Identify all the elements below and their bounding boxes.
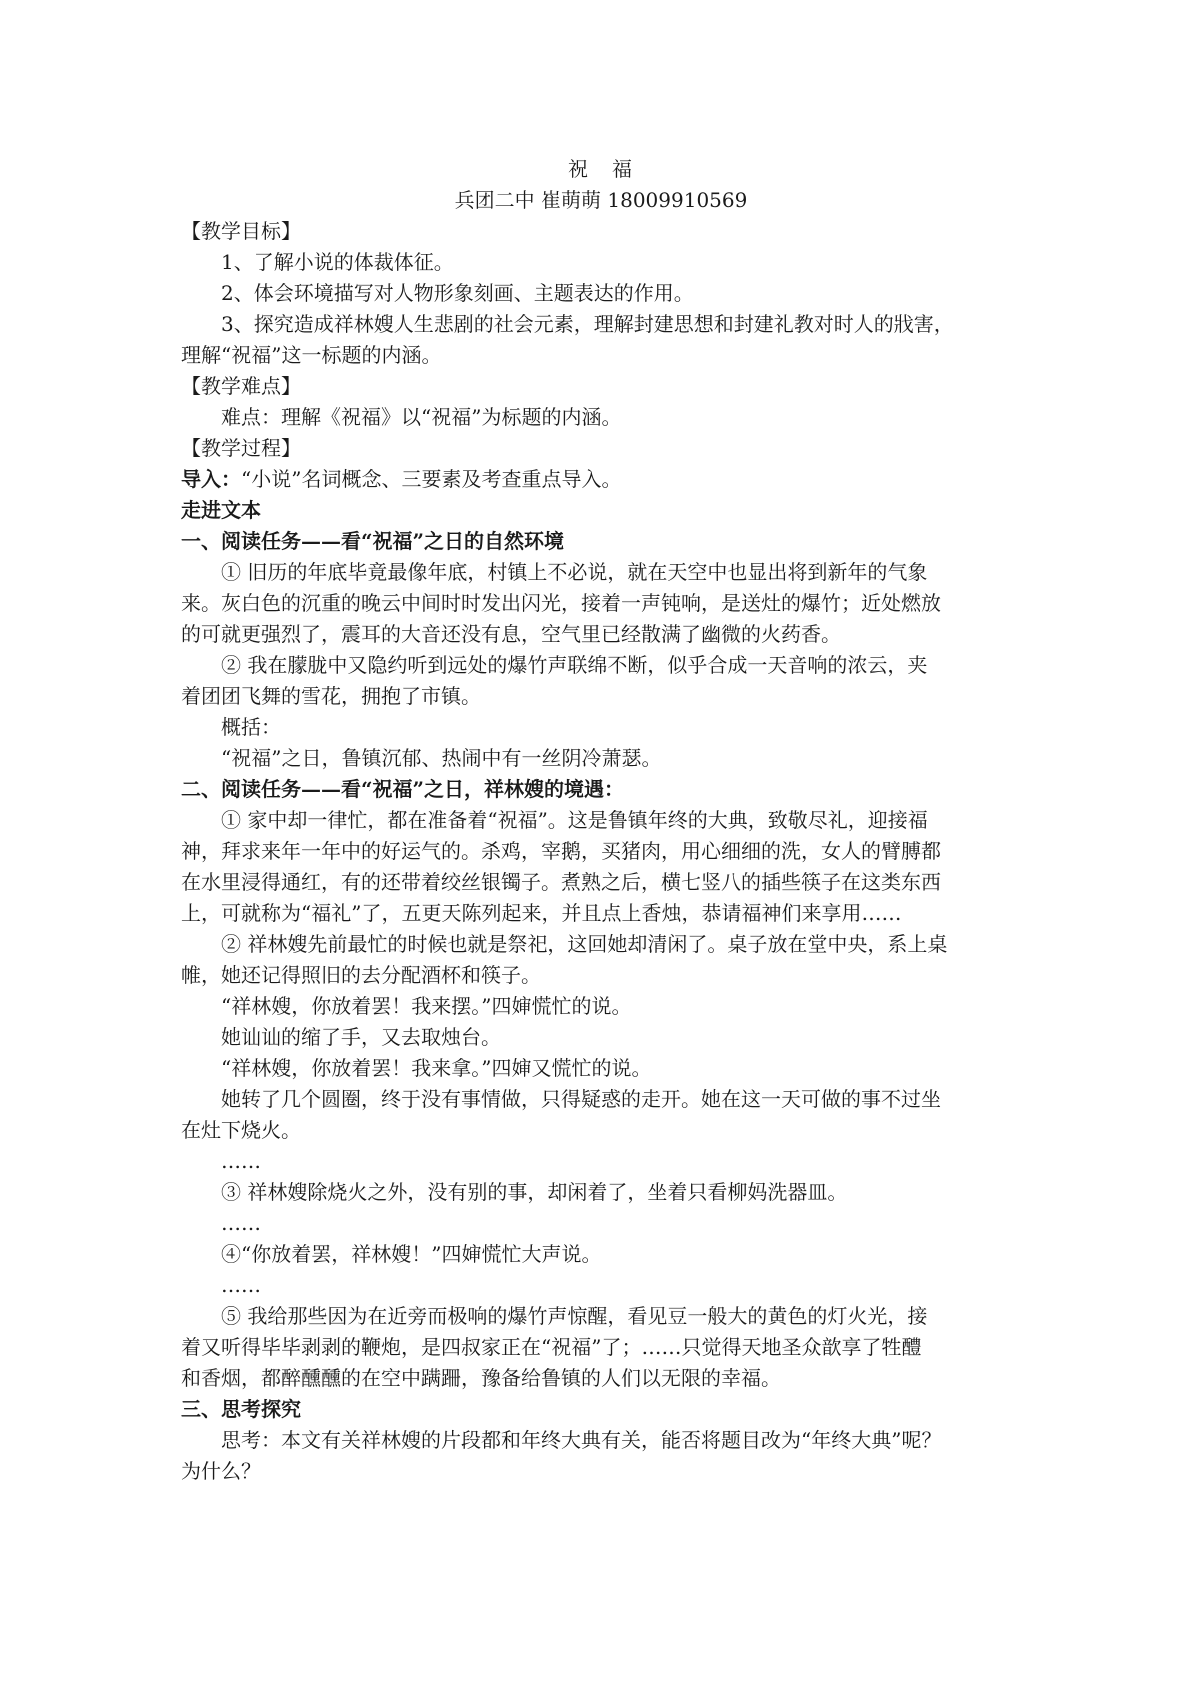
task2-p2-line-1: ② 祥林嫂先前最忙的时候也就是祭祀，这回她却清闲了。桌子放在堂中央，系上桌 xyxy=(221,932,948,956)
task2-dialogue-1: “祥林嫂，你放着罢！我来摆。”四婶慌忙的说。 xyxy=(221,994,632,1018)
summary-text: “祝福”之日，鲁镇沉郁、热闹中有一丝阴冷萧瑟。 xyxy=(221,746,662,770)
ellipsis-1: …… xyxy=(221,1149,261,1173)
task1-p1-line-3: 的可就更强烈了，震耳的大音还没有息，空气里已经散满了幽微的火药香。 xyxy=(181,622,841,646)
task2-p1-line-1: ① 家中却一律忙，都在准备着“祝福”。这是鲁镇年终的大典，致敬尽礼，迎接福 xyxy=(221,808,928,832)
task2-p1-line-3: 在水里浸得通红，有的还带着绞丝银镯子。煮熟之后，横七竖八的插些筷子在这类东西 xyxy=(181,870,941,894)
task2-p5-line-2: 着又听得毕毕剥剥的鞭炮，是四叔家正在“祝福”了；……只觉得天地圣众歆享了牲醴 xyxy=(181,1335,922,1359)
task2-p3: ③ 祥林嫂除烧火之外，没有别的事，却闲着了，坐着只看柳妈洗器皿。 xyxy=(221,1180,848,1204)
summary-label: 概括： xyxy=(221,715,281,739)
intro-paragraph xyxy=(181,464,1021,495)
task1-p1-line-2: 来。灰白色的沉重的晚云中间时时发出闪光，接着一声钝响，是送灶的爆竹；近处燃放 xyxy=(181,591,941,615)
task2-heading: 二、阅读任务——看“祝福”之日，祥林嫂的境遇： xyxy=(181,777,625,801)
objective-1: 1、了解小说的体裁体征。 xyxy=(221,250,454,274)
task1-heading: 一、阅读任务——看“祝福”之日的自然环境 xyxy=(181,529,565,553)
task1-p1-line-1: ① 旧历的年底毕竟最像年底，村镇上不必说，就在天空中也显出将到新年的气象 xyxy=(221,560,928,584)
task2-dialogue-2: 她讪讪的缩了手，又去取烛台。 xyxy=(221,1025,501,1049)
task2-p4: ④“你放着罢，祥林嫂！”四婶慌忙大声说。 xyxy=(221,1242,602,1266)
task2-p1-line-2: 神，拜求来年一年中的好运气的。杀鸡，宰鹅，买猪肉，用心细细的洗，女人的臂膊都 xyxy=(181,839,941,863)
section-objectives-heading: 【教学目标】 xyxy=(181,219,301,243)
task2-p5-line-1: ⑤ 我给那些因为在近旁而极响的爆竹声惊醒，看见豆一般大的黄色的灯火光，接 xyxy=(221,1304,928,1328)
task1-p2-line-2: 着团团飞舞的雪花，拥抱了市镇。 xyxy=(181,684,481,708)
objective-3-line-1: 3、探究造成祥林嫂人生悲剧的社会元素，理解封建思想和封建礼教对时人的戕害， xyxy=(221,312,954,336)
task1-p2-line-1: ② 我在朦胧中又隐约听到远处的爆竹声联绵不断，似乎合成一天音响的浓云，夹 xyxy=(221,653,928,677)
heading-enter-text: 走进文本 xyxy=(181,498,261,522)
ellipsis-2: …… xyxy=(221,1211,261,1235)
section-difficulty-heading: 【教学难点】 xyxy=(181,374,301,398)
task3-question-line-2: 为什么？ xyxy=(181,1459,261,1483)
intro-text: “小说”名词概念、三要素及考查重点导入。 xyxy=(241,467,622,491)
document-title: 祝 福 xyxy=(568,157,634,181)
difficulty-text: 难点：理解《祝福》以“祝福”为标题的内涵。 xyxy=(221,405,622,429)
task2-dialogue-4-line-1: 她转了几个圆圈，终于没有事情做，只得疑惑的走开。她在这一天可做的事不过坐 xyxy=(221,1087,941,1111)
intro-label: 导入： xyxy=(181,467,241,491)
document-subtitle: 兵团二中 崔萌萌 18009910569 xyxy=(454,188,748,212)
document-body xyxy=(181,154,1021,1487)
task2-p1-line-4: 上，可就称为“福礼”了，五更天陈列起来，并且点上香烛，恭请福神们来享用…… xyxy=(181,901,902,925)
task3-question-line-1: 思考：本文有关祥林嫂的片段都和年终大典有关，能否将题目改为“年终大典”呢？ xyxy=(221,1428,942,1452)
objective-2: 2、体会环境描写对人物形象刻画、主题表达的作用。 xyxy=(221,281,694,305)
ellipsis-3: …… xyxy=(221,1273,261,1297)
task2-dialogue-4-line-2: 在灶下烧火。 xyxy=(181,1118,301,1142)
task2-p5-line-3: 和香烟，都醉醺醺的在空中蹒跚，豫备给鲁镇的人们以无限的幸福。 xyxy=(181,1366,781,1390)
task3-heading: 三、思考探究 xyxy=(181,1397,301,1421)
objective-3-line-2: 理解“祝福”这一标题的内涵。 xyxy=(181,343,442,367)
section-process-heading: 【教学过程】 xyxy=(181,436,301,460)
task2-dialogue-3: “祥林嫂，你放着罢！我来拿。”四婶又慌忙的说。 xyxy=(221,1056,652,1080)
task2-p2-line-2: 帷，她还记得照旧的去分配酒杯和筷子。 xyxy=(181,963,541,987)
